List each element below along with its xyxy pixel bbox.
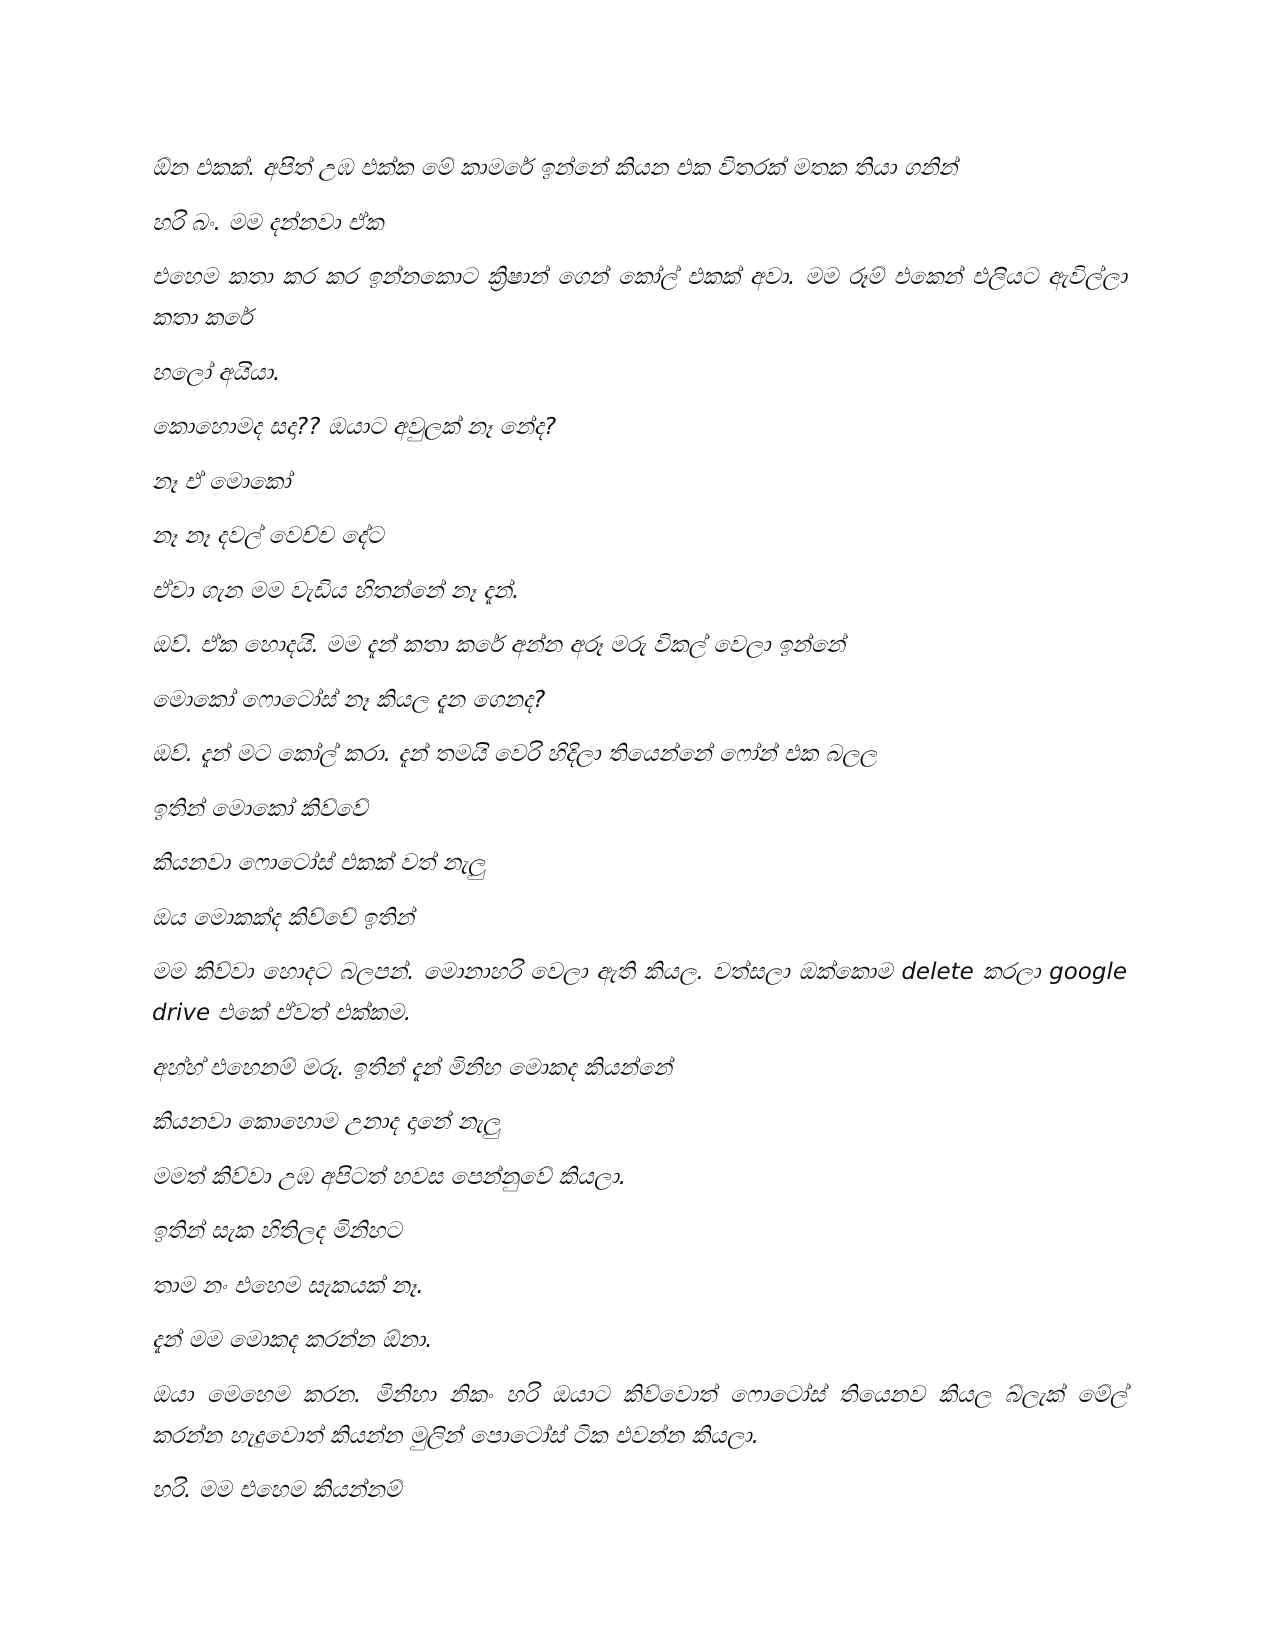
paragraph: කියනවා ෆොටෝස් එකක් වත් නැලු (152, 850, 486, 876)
paragraph: ඔව්. දැන් මට කෝල් කරා. දැන් තමයි වෙරි හිදිලා තියෙන්නේ ෆෝන් එක බලල (152, 741, 877, 767)
paragraph: මම කිව්වා හොදට බලපන්. මොනාහරි වෙලා ඇති කියල. වත්සලා ඔක්කොම delete කරලා google drive එකේ ඒවත් එක්කම. (152, 959, 1127, 1026)
paragraph: ඔයා මෙහෙම කරන. මිනිහා නිකං හරි ඔයාට කිව්වොත් ෆොටෝස් තියෙනව කියල බ්ලැක් මේල් කරන්න හැදුවොත් කියන්න මුලින් පොටෝස් ටික එවන්න කියලා. (152, 1381, 1127, 1449)
paragraph: ඒවා ගැන මම වැඩිය හිතන්නේ නෑ දැන්. (152, 577, 520, 604)
paragraph: මොකෝ ෆොටෝස් නෑ කියල දැන ගෙනද? (152, 686, 546, 713)
paragraph: ඔව්. ඒක හොදයි. මම දැන් කතා කරේ අන්න අරූ මරු විකල් වෙලා ඉන්නේ (152, 632, 846, 658)
paragraph: ඔය මොකක්ද කිව්වේ ඉතින් (152, 904, 415, 931)
paragraph: නෑ නෑ දවල් වෙච්ච දේට (152, 523, 384, 549)
document-text (152, 148, 1127, 1525)
paragraph: ඉතින් සැක හිතිලද මිනිහට (152, 1218, 402, 1244)
paragraph: ඉතින් මොකෝ කිව්වේ (152, 795, 368, 822)
paragraph: තාම නං එහෙම සැකයක් නෑ. (152, 1272, 424, 1299)
paragraph: කියනවා කොහොම උනාද දානේ නැලු (152, 1109, 501, 1135)
paragraph: හරි. මම එහෙම කියන්නම් (152, 1477, 402, 1503)
paragraph: හලෝ අයියා. (152, 359, 281, 386)
paragraph: මමත් කිව්වා උඹ අපිටත් හවස පෙන්නුවේ කියලා. (152, 1163, 627, 1190)
paragraph: අහ්හ් එහෙනම් මරු. ඉතින් දැන් මිනිහ මොකද කියන්නේ (152, 1054, 673, 1081)
paragraph: දැන් මම මොකද කරන්න ඕනා. (152, 1327, 433, 1353)
paragraph: එහෙම කතා කර කර ඉන්නකොට ක්‍රිෂාන් ගෙන් කෝල් එකක් අවා. මම රූම් එකෙන් එලියට ඇවිල්ලා කතා කරේ (152, 264, 1127, 331)
paragraph: ඕන එකක්. අපිත් උඹ එක්ක මේ කාමරේ ඉන්නේ කියන එක විතරක් මතක තියා ගනින් (152, 155, 958, 181)
paragraph: නෑ ඒ මොකෝ (152, 468, 291, 495)
paragraph: හරි බං. මම දන්නවා ඒක (152, 209, 384, 236)
paragraph: කොහොමද සදා?? ඔයාට අවුලක් නෑ නේද? (152, 414, 557, 440)
